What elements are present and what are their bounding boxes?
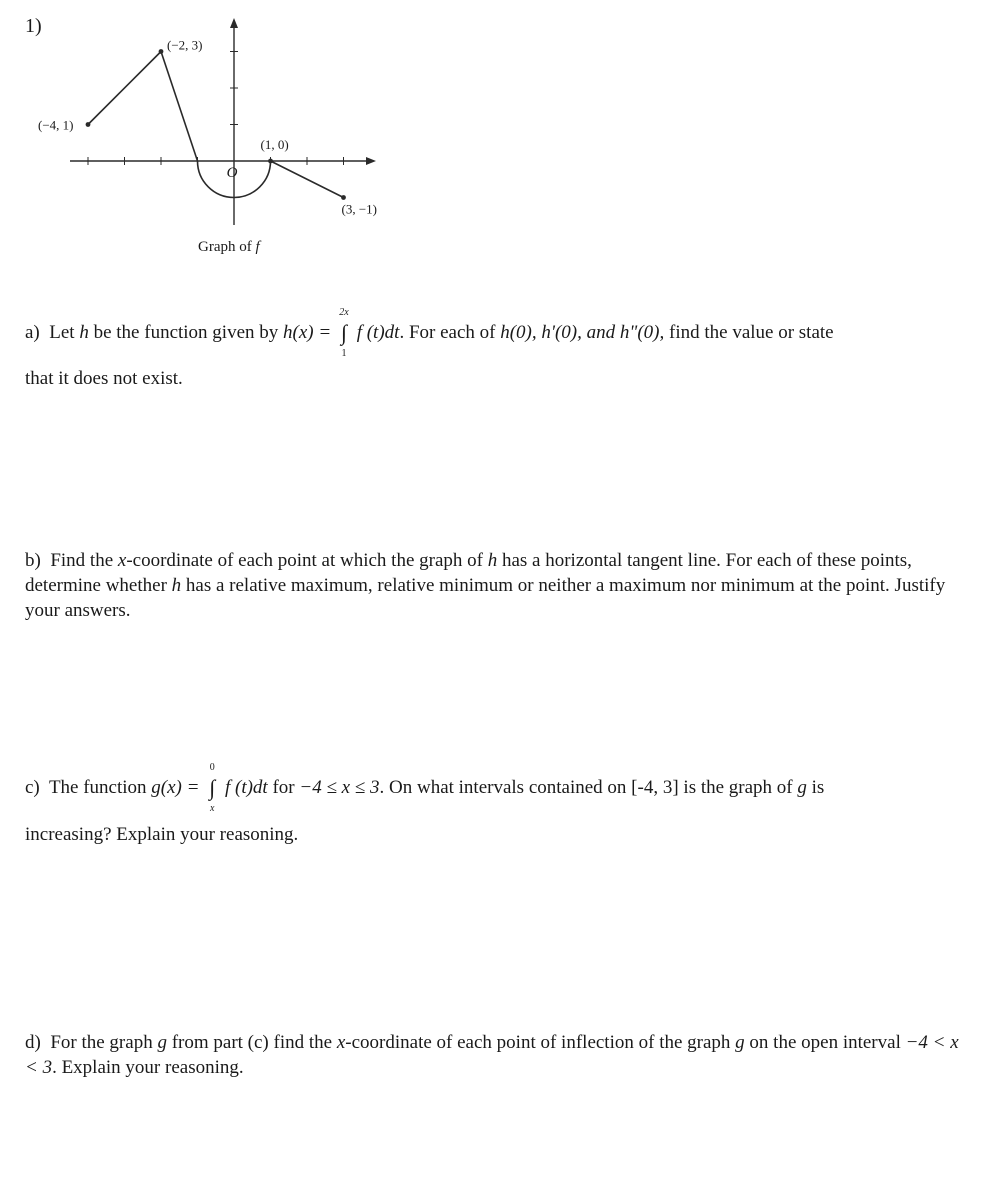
- question-number: 1): [25, 15, 42, 37]
- segment-1: [161, 52, 198, 162]
- integral-c: 0 ∫ x: [209, 762, 216, 814]
- point-3: [341, 195, 346, 200]
- function-curve: [88, 52, 344, 198]
- segment-3: [271, 161, 344, 198]
- point-0: [86, 122, 91, 127]
- axes: [70, 18, 376, 225]
- part-a-line1: a) Let h be the function given by h(x) = 2x ∫ 1 f (t)dt. For each of h(0), h'(0), and h"(0), find the value or state: [25, 307, 834, 359]
- part-c-line2: increasing? Explain your reasoning.: [25, 824, 299, 845]
- point-label-1: (−2, 3): [167, 37, 203, 53]
- point-label-0: (−4, 1): [38, 117, 74, 133]
- part-a-line2: that it does not exist.: [25, 368, 183, 389]
- part-b-text: b) Find the x-coordinate of each point at which the graph of h has a horizontal tangent line. For each of these points, determine whether h has a relative maximum, relative minimum or neither a maximum nor minimum at the point. Justify your answers.: [25, 550, 946, 621]
- origin-label: O: [226, 165, 238, 181]
- point-label-2: (1, 0): [260, 137, 289, 152]
- point-2: [268, 159, 273, 164]
- integral-a: 2x ∫ 1: [339, 307, 349, 359]
- graph-caption: Graph of f: [198, 239, 260, 255]
- x-axis-arrow: [366, 157, 376, 165]
- point-1: [159, 49, 164, 54]
- part-c-line1: c) The function g(x) = 0 ∫ x f (t)dt for −4 ≤ x ≤ 3. On what intervals contained on [-4, 3] is the graph of g is: [25, 762, 825, 814]
- y-axis-arrow: [230, 18, 238, 28]
- graph-of-f: [0, 0, 420, 270]
- part-d-text: d) For the graph g from part (c) find the x-coordinate of each point of inflection of the graph g on the open interval −4 < x < 3. Explain your reasoning.: [25, 1032, 959, 1078]
- point-label-3: (3, −1): [341, 201, 377, 217]
- segment-0: [88, 52, 161, 125]
